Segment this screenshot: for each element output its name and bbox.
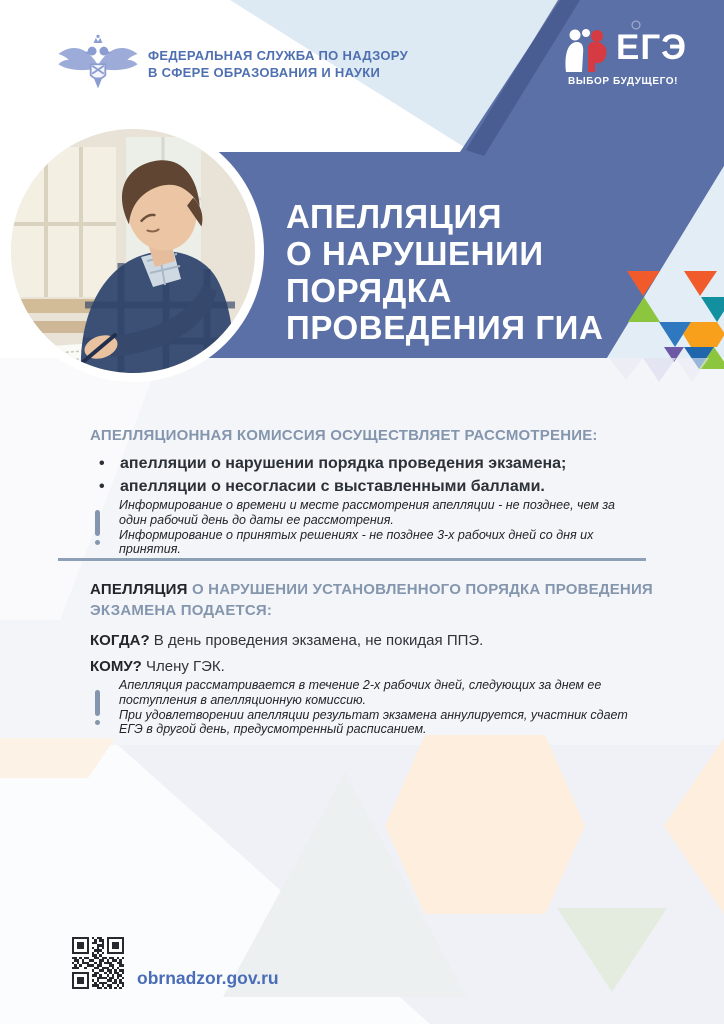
section-divider (58, 558, 646, 561)
commission-bullet-list (96, 452, 641, 498)
student-photo-frame (2, 120, 264, 382)
org-name-line: ФЕДЕРАЛЬНАЯ СЛУЖБА ПО НАДЗОРУ (148, 48, 408, 63)
title-line: О НАРУШЕНИИ (286, 235, 544, 272)
note-paragraph: Апелляция рассматривается в течение 2-х рабочих дней, следующих за днем ее поступления в апелляционную комиссию. (119, 678, 602, 707)
heading-rest: О НАРУШЕНИИ УСТАНОВЛЕННОГО ПОРЯДКА ПРОВЕДЕНИЯ ЭКЗАМЕНА ПОДАЕТСЯ: (90, 581, 653, 619)
when-line (90, 628, 483, 654)
ege-people-icon (562, 28, 612, 74)
filing-details (90, 628, 483, 680)
exclamation-icon (92, 690, 102, 725)
heading-emphasis: АПЕЛЛЯЦИЯ (90, 581, 188, 598)
when-label: КОГДА? (90, 632, 150, 649)
org-name (148, 47, 408, 81)
note-paragraph: Информирование о принятых решениях - не позднее 3-х рабочих дней со дня их принятия. (119, 527, 594, 557)
website-link[interactable]: obrnadzor.gov.ru (137, 968, 279, 988)
student-photo (11, 129, 255, 373)
banner-title (286, 198, 603, 346)
qr-code (72, 937, 124, 989)
org-name-line: В СФЕРЕ ОБРАЗОВАНИЯ И НАУКИ (148, 65, 381, 80)
filing-section-heading (90, 579, 656, 621)
note-paragraph: Информирование о времени и месте рассмотрения апелляции - не позднее, чем за один рабочий день до даты ее рассмотрения. (119, 498, 615, 527)
whom-line (90, 654, 483, 680)
eagle-emblem-icon (54, 32, 142, 98)
filing-info-note (92, 678, 640, 737)
exclamation-icon (92, 510, 102, 545)
whom-label: КОМУ? (90, 658, 142, 675)
ege-slogan: ВЫБОР БУДУЩЕГО! (568, 76, 679, 87)
bullet-item: • апелляции о нарушении порядка проведения экзамена; (96, 452, 641, 475)
title-line: ПРОВЕДЕНИЯ ГИА (286, 309, 604, 346)
note-text (119, 678, 640, 737)
when-text: В день проведения экзамена, не покидая ППЭ. (149, 632, 484, 649)
title-line: ПОРЯДКА (286, 272, 452, 309)
ege-logo (562, 28, 722, 87)
ege-logo-text: ЕГЭ (616, 28, 688, 67)
title-line: АПЕЛЛЯЦИЯ (286, 198, 503, 235)
commission-section-heading: АПЕЛЛЯЦИОННАЯ КОМИССИЯ ОСУЩЕСТВЛЯЕТ РАССМОТРЕНИЕ: (90, 427, 598, 444)
bullet-item: • апелляции о несогласии с выставленными баллами. (96, 475, 641, 498)
whom-text: Члену ГЭК. (141, 658, 225, 675)
note-paragraph: При удовлетворении апелляции результат экзамена аннулируется, участник сдает ЕГЭ в другой день, предусмотренный расписанием. (119, 707, 628, 737)
note-text (119, 498, 632, 557)
commission-info-note (92, 498, 632, 557)
